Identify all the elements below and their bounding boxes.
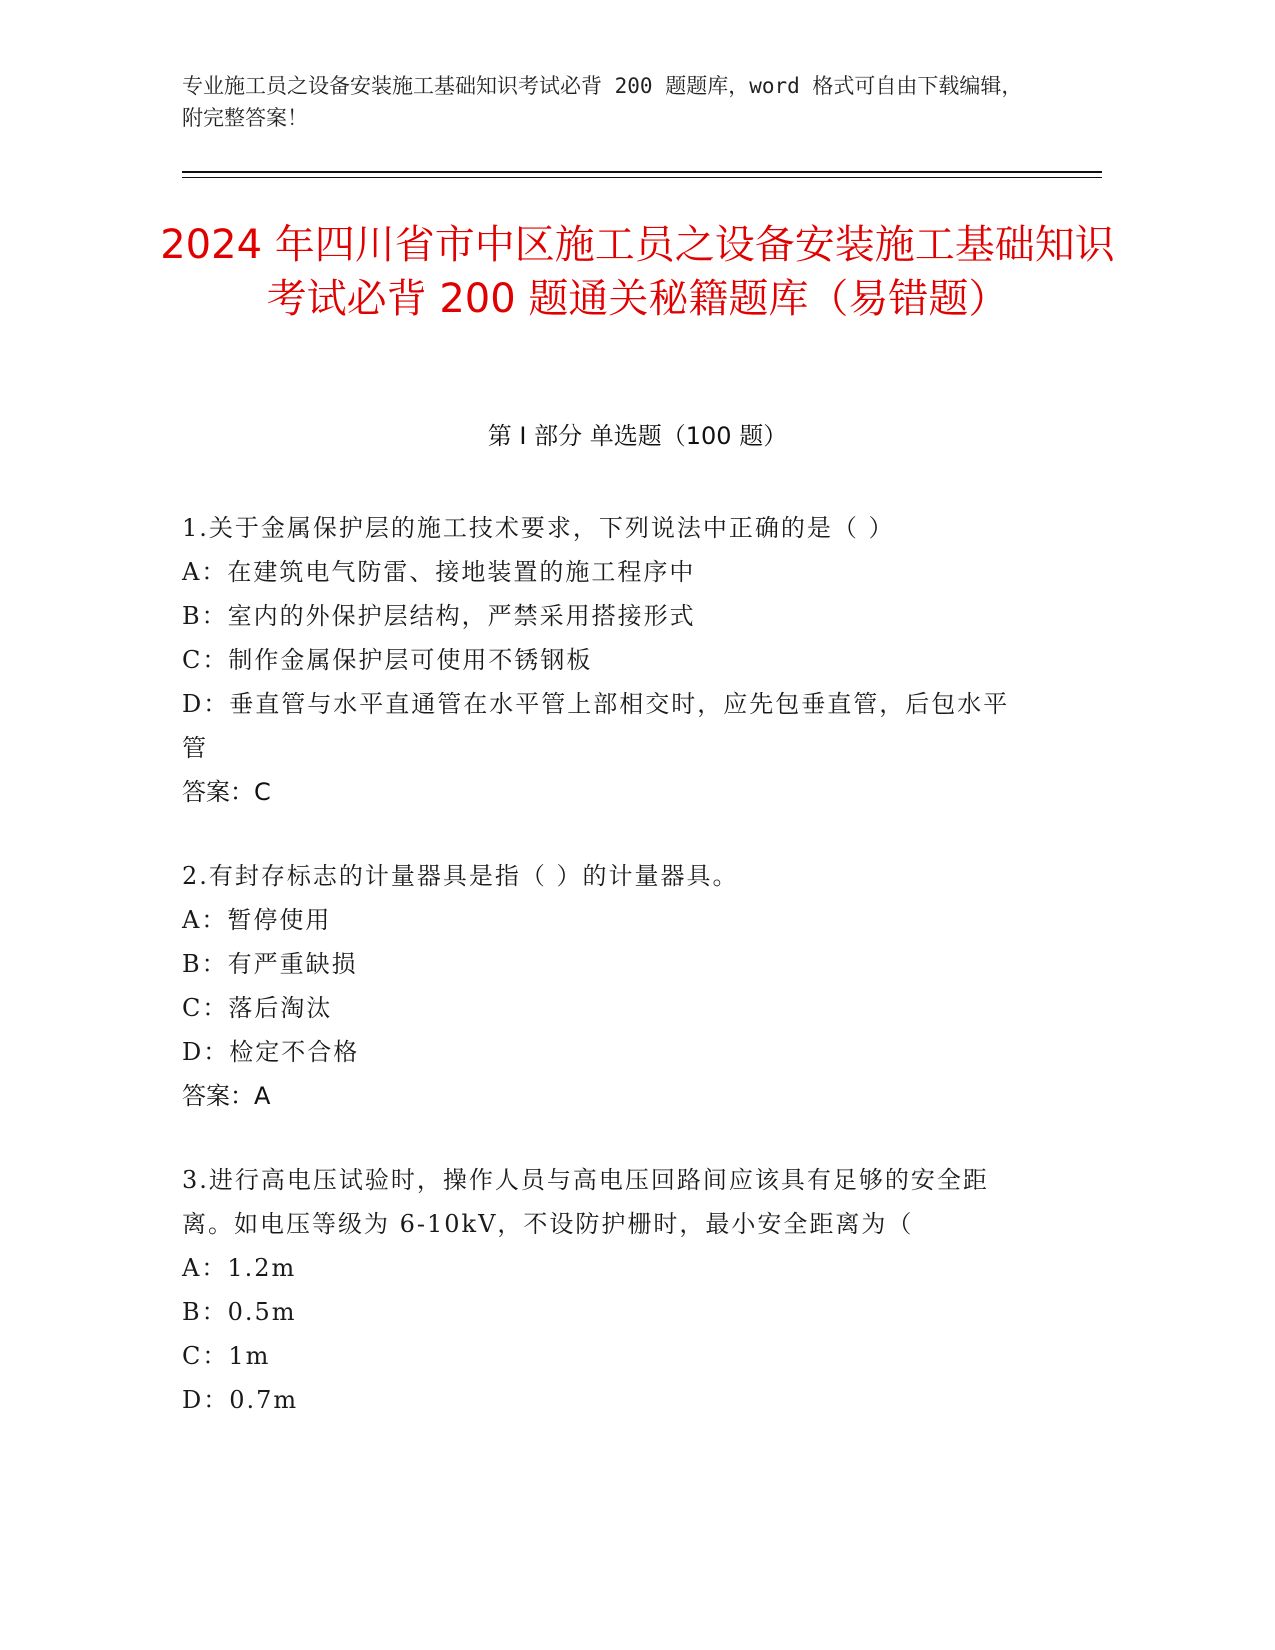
header-note: 专业施工员之设备安装施工基础知识考试必背 200 题题库，word 格式可自由下载编辑，附完整答案！ — [182, 74, 1023, 130]
question-3 — [182, 1158, 1032, 1422]
question-stem: 1.关于金属保护层的施工技术要求，下列说法中正确的是（ ） — [182, 514, 895, 542]
option-c: C：1m — [182, 1342, 271, 1370]
option-c: C：制作金属保护层可使用不锈钢板 — [182, 646, 593, 674]
question-list — [182, 506, 1032, 1462]
question-1 — [182, 506, 1032, 814]
answer-line: 答案：C — [182, 778, 271, 806]
option-d: D：0.7m — [182, 1386, 299, 1414]
question-stem: 2.有封存标志的计量器具是指（ ）的计量器具。 — [182, 862, 739, 890]
option-d: D：垂直管与水平直通管在水平管上部相交时，应先包垂直管，后包水平管 — [182, 690, 1010, 762]
option-c: C：落后淘汰 — [182, 994, 333, 1022]
section-title: 第 I 部分 单选题（100 题） — [487, 422, 788, 450]
header-rule-thick — [182, 171, 1102, 173]
answer-line: 答案：A — [182, 1082, 271, 1110]
option-b: B：室内的外保护层结构，严禁采用搭接形式 — [182, 602, 696, 630]
option-a: A：暂停使用 — [182, 906, 332, 934]
document-title: 2024 年四川省市中区施工员之设备安装施工基础知识考试必背 200 题通关秘籍题库（易错题） — [160, 222, 1115, 322]
question-2 — [182, 854, 1032, 1118]
question-stem: 3.进行高电压试验时，操作人员与高电压回路间应该具有足够的安全距离。如电压等级为 6-10kV，不设防护栅时，最小安全距离为（ — [182, 1166, 989, 1238]
option-b: B：0.5m — [182, 1298, 297, 1326]
option-b: B：有严重缺损 — [182, 950, 358, 978]
header-rule-thin — [182, 177, 1102, 178]
option-a: A：在建筑电气防雷、接地装置的施工程序中 — [182, 558, 696, 586]
option-d: D：检定不合格 — [182, 1038, 360, 1066]
option-a: A：1.2m — [182, 1254, 297, 1282]
